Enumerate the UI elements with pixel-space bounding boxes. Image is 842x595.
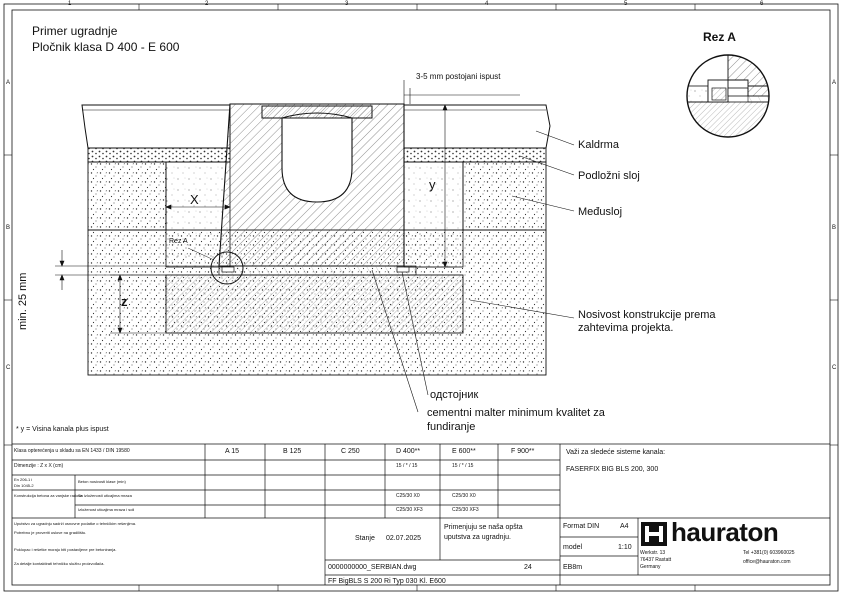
phone: Tel +381(0) 603960025: [743, 550, 795, 556]
nosivost-label-1: Nosivost konstrukcije prema: [578, 309, 716, 321]
hauraton-logo-icon: [641, 522, 667, 546]
col-1: 1: [68, 1, 72, 7]
row2-label: Dimenzije : Z x X (cm): [14, 463, 64, 469]
address-1: Werkstr. 13: [640, 550, 666, 556]
brand-name: hauraton: [671, 517, 779, 547]
note-2: Potrebno je proveriti uslove na gradilištu.: [14, 530, 87, 535]
model-value: 1:10: [618, 544, 632, 551]
note-4: Za detalje kontaktirati tehničku službu proizvođača.: [14, 561, 105, 566]
min-25-label: min. 25 mm: [17, 272, 29, 330]
row-a-right: A: [832, 80, 837, 86]
row4-e600: C25/30 X0: [452, 493, 476, 499]
address-2: 76437 Rastatt: [640, 557, 672, 563]
format-label: Format DIN: [563, 523, 600, 530]
bedding-left: [88, 148, 230, 162]
title-line-2: Pločnik klasa D 400 - E 600: [32, 40, 180, 54]
paving-left: [82, 105, 230, 148]
detail-label: Rez A: [703, 30, 736, 44]
stand-ref-1: Primenjuju se naša opšta: [444, 524, 523, 531]
class-d400: D 400**: [396, 448, 421, 455]
class-b125: B 125: [283, 448, 302, 455]
col-4: 4: [485, 1, 489, 7]
kaldrma-label: Kaldrma: [578, 139, 619, 151]
row4-d400: C25/30 X0: [396, 493, 420, 499]
title-line-1: Primer ugradnje: [32, 24, 118, 38]
mortar-bed: [219, 266, 416, 275]
podlozni-label: Podložni sloj: [578, 170, 640, 182]
row3-label-b: Din 1045-2: [14, 483, 34, 488]
medjusloj-label: Međusloj: [578, 206, 623, 218]
row2-d400: 15 / * / 15: [396, 463, 418, 469]
dim-x-label: X: [190, 192, 199, 207]
grate: [262, 106, 372, 118]
odstojnik-label: одстојник: [430, 389, 479, 401]
class-e600: E 600**: [452, 448, 476, 455]
note-1: Uputstvo za ugradnju sadrži osnovne podatke o tehničkim rešenjima.: [14, 521, 137, 526]
note-3: Poklopac i rešetke moraju biti postavljene pre betoniranja.: [14, 547, 117, 552]
col-6: 6: [760, 1, 764, 7]
table-header-left: Klasa opterećenja u skladu sa EN 1433 / DIN 19580: [14, 448, 130, 454]
dim-z-label: z: [121, 294, 128, 309]
detail-inline-label: Rez A: [169, 238, 188, 245]
channel-opening: [282, 118, 352, 202]
paving-right: [404, 105, 550, 148]
col-5: 5: [624, 1, 628, 7]
row-c: C: [6, 365, 11, 371]
row-a: A: [6, 80, 11, 86]
row5-e600: C25/30 XF3: [452, 507, 479, 513]
row-b-right: B: [832, 225, 837, 231]
row-b: B: [6, 225, 11, 231]
row4-mid: Sa izloženosti uticajima mraza: [78, 493, 132, 498]
class-c250: C 250: [341, 448, 360, 455]
col-2: 2: [205, 1, 209, 7]
stand-date: 02.07.2025: [386, 535, 422, 542]
systems-value: FASERFIX BIG BLS 200, 300: [566, 466, 659, 473]
format-value: A4: [620, 523, 629, 530]
col-3: 3: [345, 1, 349, 7]
row-c-right: C: [832, 365, 837, 371]
row3-label-a: En 206-1 i: [14, 477, 33, 482]
email: office@hauraton.com: [743, 559, 791, 565]
model-label: model: [563, 544, 583, 551]
extra-label: Konstrukcija betona za vanjske radove: [14, 493, 83, 498]
malter-label-1: cementni malter minimum kvalitet za: [427, 407, 605, 419]
stand-ref-2: uputstva za ugradnju.: [444, 534, 511, 541]
systems-note: Važi za sledeće sisteme kanala:: [566, 449, 666, 456]
stand-label: Stanje: [355, 535, 375, 542]
class-a15: A 15: [225, 448, 240, 455]
bedding-right: [404, 148, 546, 162]
top-gap-label: 3-5 mm postojani ispust: [416, 72, 501, 81]
product-name: FF BigBLS S 200 Ri Typ 030 Kl. E600: [328, 578, 446, 585]
title-block: [12, 444, 830, 585]
nosivost-label-2: zahtevima projekta.: [578, 322, 674, 334]
address-3: Germany: [640, 564, 661, 570]
sheet-number: 24: [524, 564, 532, 571]
row2-e600: 15 / * / 15: [452, 463, 474, 469]
row5-d400: C25/30 XF3: [396, 507, 423, 513]
detail-view: [680, 50, 780, 150]
class-f900: F 900**: [511, 448, 535, 455]
footnote: * y = Visina kanala plus ispust: [16, 426, 109, 433]
row5-mid: Izloženost uticajima mraza i soli: [78, 507, 135, 512]
malter-label-2: fundiranje: [427, 421, 476, 433]
dim-y-label: y: [429, 177, 436, 192]
row3-mid: Beton nosivosti klase (min): [78, 479, 126, 484]
filename: 0000000000_SERBIAN.dwg: [328, 564, 417, 571]
code-value: EB8m: [563, 564, 583, 571]
